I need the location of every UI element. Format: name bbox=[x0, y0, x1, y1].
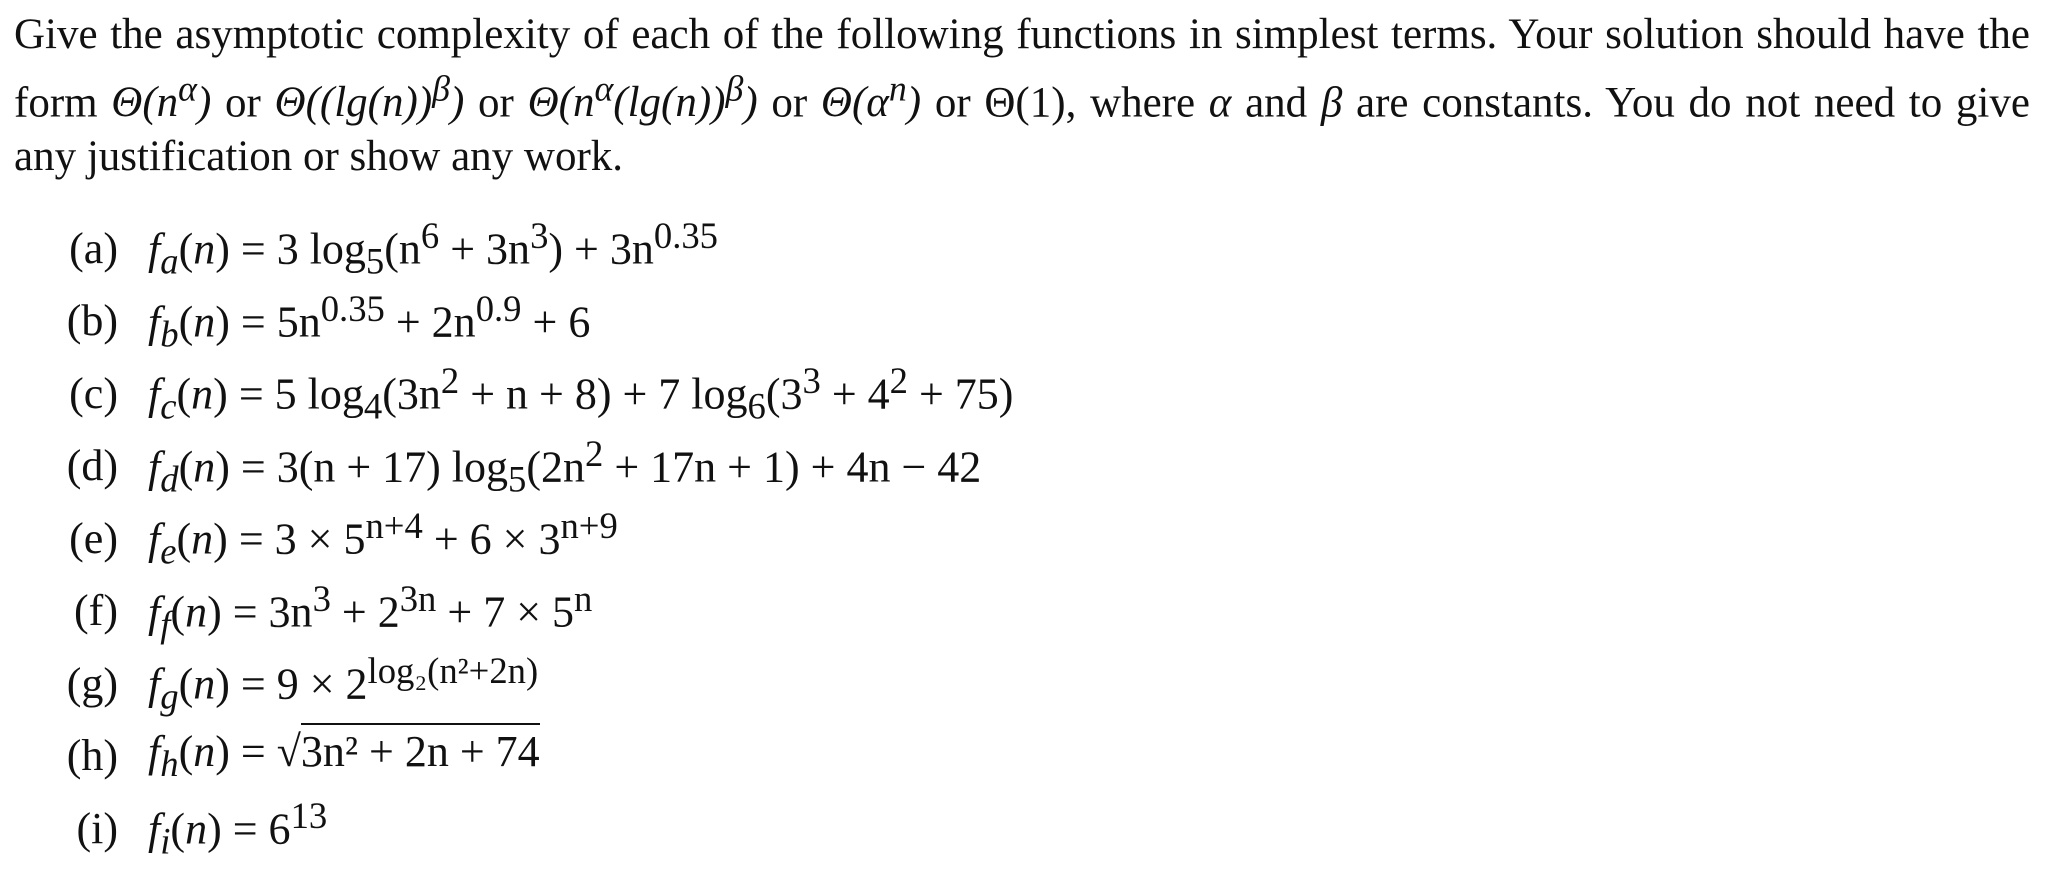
problem-formula: $f_h(n) = √3n^2 + 2n + 74$ bbox=[148, 726, 540, 785]
problem-formula: $f_i(n) = 6^{13}$ bbox=[148, 795, 328, 862]
problem-formula: $f_a(n) = 3$ $\log_5(n^6 + 3n^3) + 3n^{0.35}$ bbox=[148, 215, 719, 282]
problem-item-e bbox=[30, 502, 1530, 575]
problem-item-a bbox=[30, 212, 1530, 285]
instructions-text: and bbox=[1231, 79, 1321, 127]
problem-item-c bbox=[30, 357, 1530, 430]
instructions-text: are constants. You do not need to give any justification or show any work. bbox=[14, 79, 2030, 181]
form-n-alpha-lg-beta: $\Theta(n^\alpha(\lg(n))^\beta)$ bbox=[527, 69, 758, 127]
problem-label: (b) bbox=[66, 296, 118, 346]
problem-item-g bbox=[30, 647, 1530, 720]
or-word: or bbox=[921, 79, 985, 127]
problem-formula: $f_b(n) = 5n^{0.35} + 2n^{0.9} + 6$ bbox=[148, 287, 591, 354]
or-word: or bbox=[211, 79, 275, 127]
beta-symbol: β bbox=[1320, 79, 1343, 127]
form-n-alpha: $\Theta(n^\alpha)$ bbox=[111, 69, 212, 127]
problem-label: (a) bbox=[69, 223, 118, 273]
or-word: or bbox=[757, 79, 821, 127]
sqrt-radical: √ bbox=[276, 727, 301, 777]
problem-label: (d) bbox=[66, 441, 118, 491]
problem-formula: $f_d(n) = 3(n + 17) \log_5(2n^2 + 17n + 1) + 4n - 42$ bbox=[148, 432, 982, 499]
instructions-text: , where bbox=[1065, 79, 1209, 127]
form-lg-beta: $\Theta((\lg(n))^\beta)$ bbox=[274, 69, 465, 127]
instructions-paragraph bbox=[14, 8, 2030, 184]
problem-item-b bbox=[30, 285, 1530, 358]
problem-item-i bbox=[30, 792, 1530, 865]
or-word: or bbox=[464, 79, 528, 127]
problem-list bbox=[30, 212, 1530, 865]
sqrt-radicand: 3n² + 2n + 74 bbox=[301, 723, 540, 776]
problem-item-f bbox=[30, 575, 1530, 648]
problem-label: (h) bbox=[66, 731, 118, 781]
form-constant: Θ(1) bbox=[984, 79, 1066, 127]
problem-label: (g) bbox=[66, 658, 118, 708]
problem-formula: $f_c(n) = 5$ $\log_4(3n^2 + n + 8) + 7$ $\log_6(3^3 + 4^2 + 75)$ bbox=[148, 360, 1014, 427]
instructions-text: Give the asymptotic complexity of each of the following functions in simplest terms. Your solution should have the form bbox=[14, 11, 2030, 127]
problem-formula: $f_e(n) = 3 \times 5^{n+4} + 6 \times 3^{n+9}$ bbox=[148, 505, 618, 572]
alpha-symbol: α bbox=[1208, 79, 1232, 127]
problem-item-h bbox=[30, 720, 1530, 793]
problem-formula: $f_g(n) = 9 \times 2^{log_2(n^2+2n)}$ bbox=[148, 650, 539, 717]
problem-label: (i) bbox=[76, 803, 118, 853]
problem-formula: $f_f(n) = 3n^3 + 2^{3n} + 7 \times 5^n$ bbox=[148, 577, 593, 644]
form-alpha-n: $\Theta(\alpha^n)$ bbox=[820, 69, 922, 127]
problem-item-d bbox=[30, 430, 1530, 503]
problem-label: (f) bbox=[74, 586, 118, 636]
problem-label: (e) bbox=[69, 513, 118, 563]
problem-label: (c) bbox=[69, 368, 118, 418]
